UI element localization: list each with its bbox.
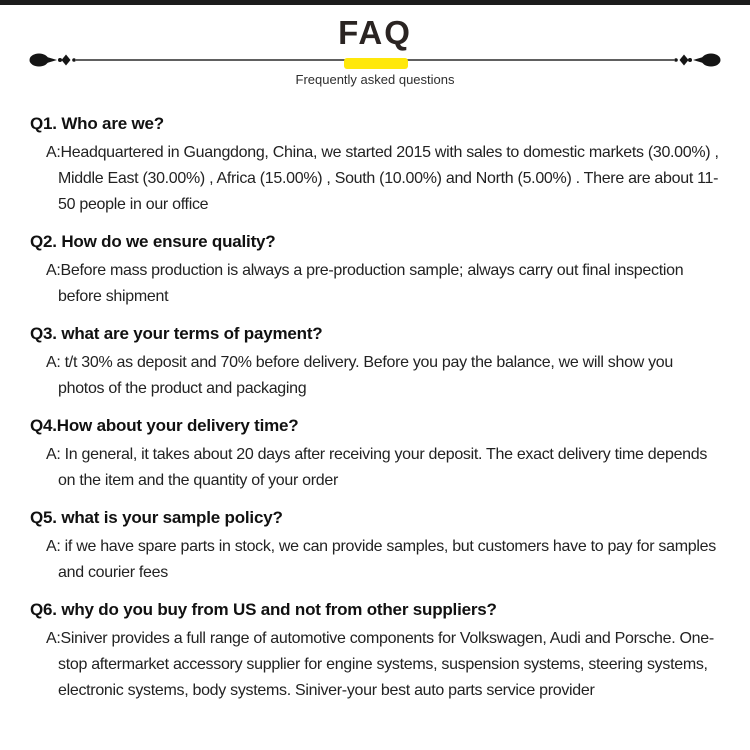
faq-item	[30, 600, 722, 704]
faq-item	[30, 114, 722, 218]
faq-question: Q6. why do you buy from US and not from other suppliers?	[30, 600, 497, 619]
faq-answer: A: if we have spare parts in stock, we can provide samples, but customers have to pay for samples and courier fees	[46, 538, 716, 581]
page-title: FAQ	[338, 14, 412, 51]
accent-underline	[344, 58, 408, 69]
faq-question: Q1. Who are we?	[30, 114, 164, 133]
faq-question: Q4.How about your delivery time?	[30, 416, 299, 435]
faq-list	[0, 96, 750, 704]
title-divider	[0, 50, 750, 70]
faq-answer: A:Siniver provides a full range of automotive components for Volkswagen, Audi and Porsche. One-stop aftermarket accessory supplier for engine systems, suspension systems, steering systems, electronic systems, body systems. Siniver-your best auto parts service provider	[46, 630, 714, 699]
faq-header	[0, 0, 750, 96]
faq-answer: A: t/t 30% as deposit and 70% before delivery. Before you pay the balance, we will show you photos of the product and packaging	[46, 354, 674, 397]
faq-question: Q2. How do we ensure quality?	[30, 232, 276, 251]
faq-item	[30, 232, 722, 310]
faq-answer: A:Headquartered in Guangdong, China, we started 2015 with sales to domestic markets (30.00%) , Middle East (30.00%) , Africa (15.00%) , South (10.00%) and North (5.00%) . There are about 11-50 people in our office	[46, 144, 719, 213]
faq-item	[30, 508, 722, 586]
faq-answer: A: In general, it takes about 20 days after receiving your deposit. The exact delivery time depends on the item and the quantity of your order	[46, 446, 708, 489]
faq-question: Q3. what are your terms of payment?	[30, 324, 323, 343]
faq-question: Q5. what is your sample policy?	[30, 508, 283, 527]
faq-item	[30, 324, 722, 402]
faq-answer: A:Before mass production is always a pre-production sample; always carry out final inspection before shipment	[46, 262, 684, 305]
faq-item	[30, 416, 722, 494]
page-subtitle: Frequently asked questions	[295, 72, 455, 87]
